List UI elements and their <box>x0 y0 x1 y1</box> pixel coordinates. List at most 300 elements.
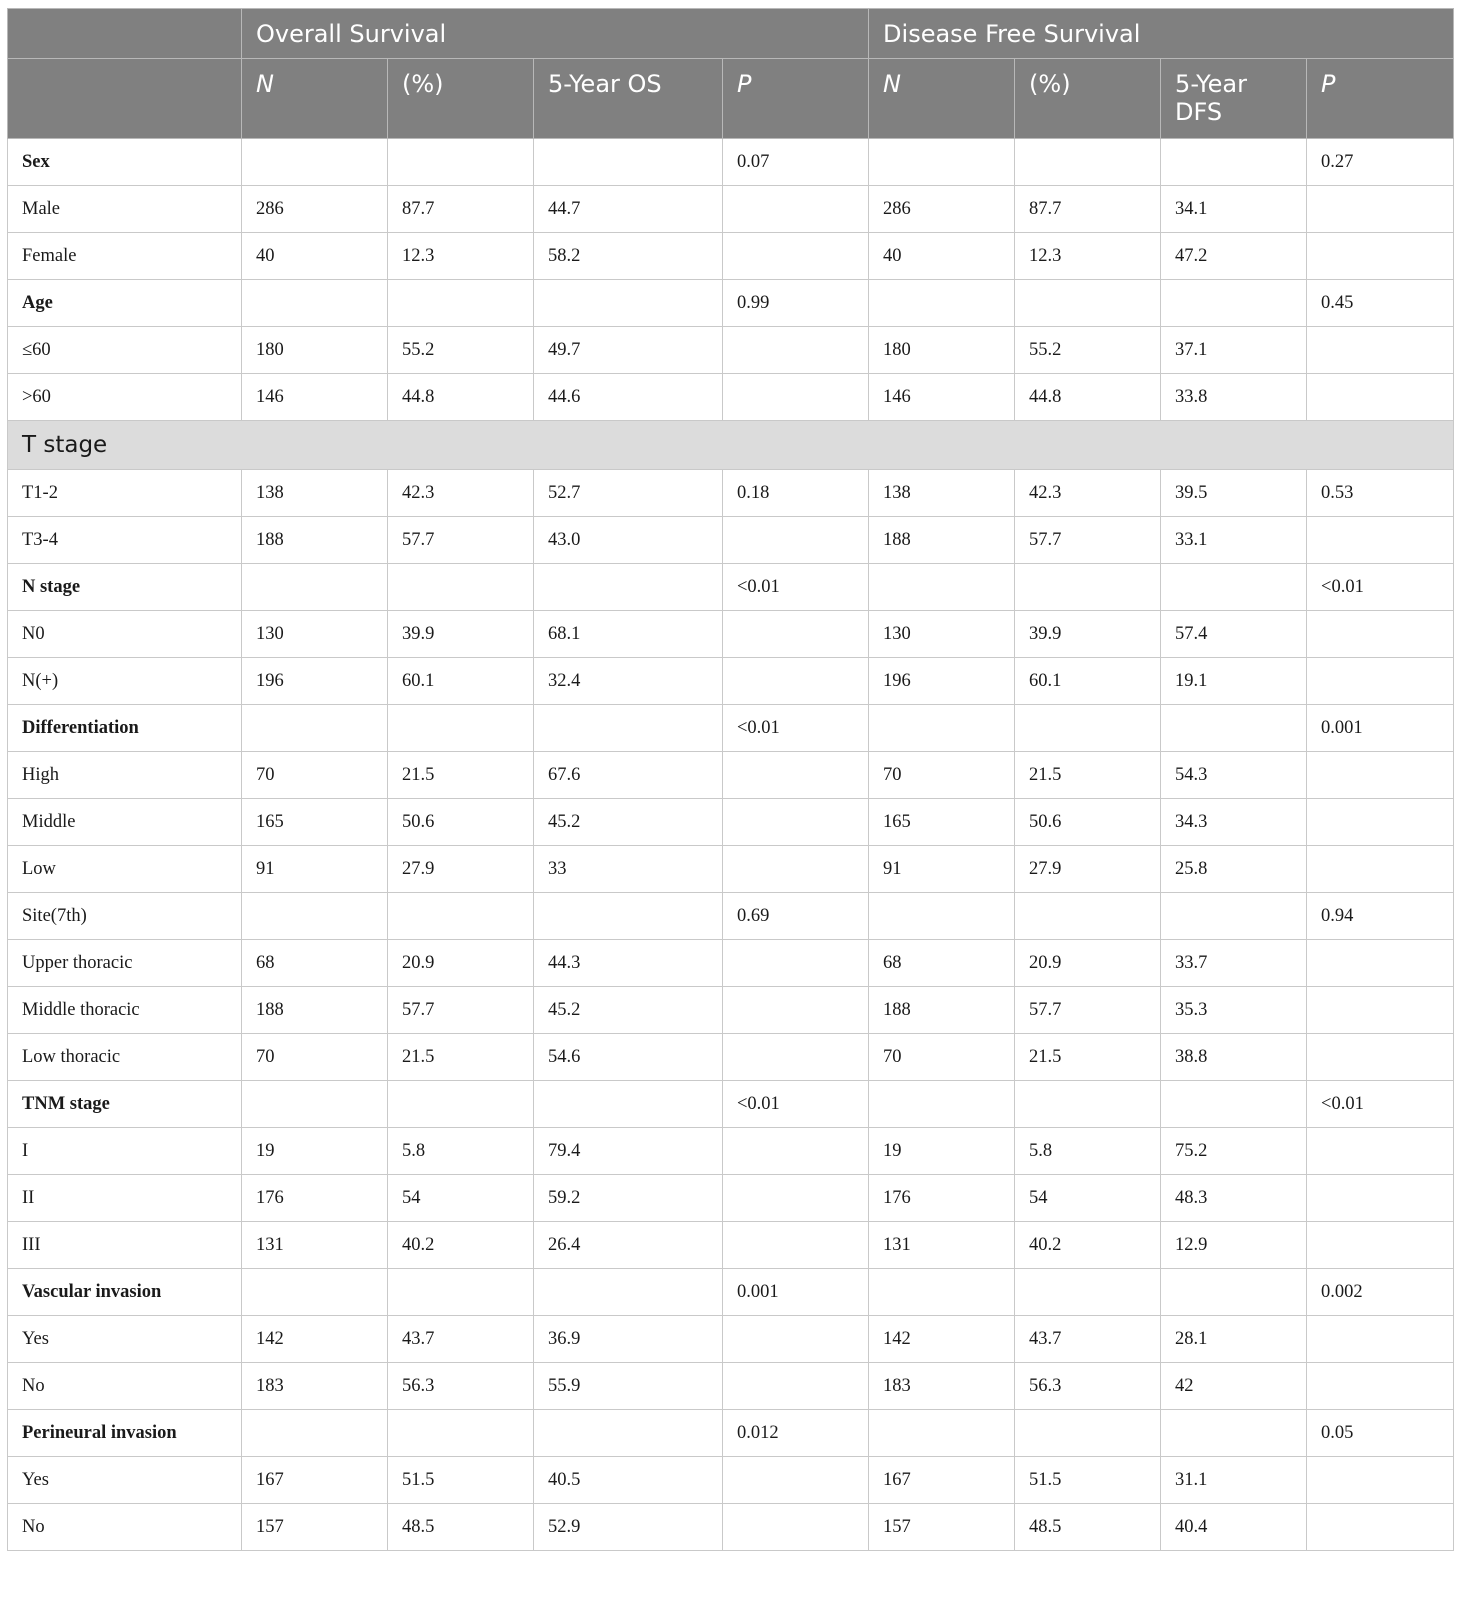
cell-dfs-n: 157 <box>869 1504 1015 1551</box>
cell-dfs-percent: 55.2 <box>1015 327 1161 374</box>
cell-dfs-n: 70 <box>869 752 1015 799</box>
cell-dfs-5year: 34.1 <box>1161 186 1307 233</box>
cell-os-n: 138 <box>242 470 388 517</box>
cell-dfs-p <box>1307 987 1454 1034</box>
cell-os-5year: 33 <box>534 846 723 893</box>
cell-os-p <box>723 1175 869 1222</box>
cell-os-n <box>242 564 388 611</box>
cell-os-p <box>723 752 869 799</box>
cell-os-p <box>723 327 869 374</box>
cell-dfs-p: 0.001 <box>1307 705 1454 752</box>
row-label: Site(7th) <box>8 893 242 940</box>
cell-dfs-n: 180 <box>869 327 1015 374</box>
table-group-row <box>8 1410 1454 1457</box>
cell-os-5year: 79.4 <box>534 1128 723 1175</box>
survival-table <box>7 8 1454 1551</box>
cell-os-percent: 42.3 <box>388 470 534 517</box>
cell-dfs-5year: 40.4 <box>1161 1504 1307 1551</box>
cell-os-p <box>723 658 869 705</box>
cell-dfs-p <box>1307 940 1454 987</box>
table-row <box>8 470 1454 517</box>
cell-dfs-n: 196 <box>869 658 1015 705</box>
cell-os-p: <0.01 <box>723 705 869 752</box>
cell-os-p: <0.01 <box>723 564 869 611</box>
cell-os-n: 142 <box>242 1316 388 1363</box>
cell-dfs-n <box>869 1269 1015 1316</box>
cell-dfs-5year: 38.8 <box>1161 1034 1307 1081</box>
row-label: Female <box>8 233 242 280</box>
cell-os-p <box>723 1363 869 1410</box>
cell-dfs-5year <box>1161 1269 1307 1316</box>
cell-dfs-p <box>1307 327 1454 374</box>
cell-os-n <box>242 280 388 327</box>
table-row <box>8 517 1454 564</box>
cell-dfs-percent: 12.3 <box>1015 233 1161 280</box>
cell-dfs-percent: 44.8 <box>1015 374 1161 421</box>
row-label: Sex <box>8 139 242 186</box>
cell-dfs-percent: 48.5 <box>1015 1504 1161 1551</box>
cell-dfs-percent <box>1015 1410 1161 1457</box>
cell-dfs-n: 19 <box>869 1128 1015 1175</box>
cell-dfs-5year: 33.1 <box>1161 517 1307 564</box>
cell-os-p: <0.01 <box>723 1081 869 1128</box>
cell-dfs-percent: 50.6 <box>1015 799 1161 846</box>
cell-os-n <box>242 1410 388 1457</box>
row-label: Differentiation <box>8 705 242 752</box>
cell-os-5year: 59.2 <box>534 1175 723 1222</box>
cell-dfs-5year <box>1161 705 1307 752</box>
cell-dfs-5year: 28.1 <box>1161 1316 1307 1363</box>
table-group-row <box>8 1081 1454 1128</box>
cell-dfs-5year: 42 <box>1161 1363 1307 1410</box>
cell-dfs-n: 167 <box>869 1457 1015 1504</box>
row-label: Male <box>8 186 242 233</box>
cell-dfs-5year: 47.2 <box>1161 233 1307 280</box>
cell-os-n: 19 <box>242 1128 388 1175</box>
cell-dfs-percent <box>1015 1269 1161 1316</box>
table-row <box>8 186 1454 233</box>
cell-os-p <box>723 1504 869 1551</box>
cell-os-n: 196 <box>242 658 388 705</box>
cell-dfs-n <box>869 893 1015 940</box>
header-dfs-p: P <box>1307 59 1454 139</box>
header-corner-cell-sub <box>8 59 242 139</box>
cell-os-percent: 51.5 <box>388 1457 534 1504</box>
table-row <box>8 658 1454 705</box>
cell-dfs-n: 183 <box>869 1363 1015 1410</box>
row-label: N(+) <box>8 658 242 705</box>
cell-dfs-p <box>1307 1175 1454 1222</box>
cell-os-percent: 57.7 <box>388 517 534 564</box>
cell-dfs-p <box>1307 1128 1454 1175</box>
cell-os-n <box>242 1269 388 1316</box>
cell-os-p: 0.69 <box>723 893 869 940</box>
cell-dfs-5year: 39.5 <box>1161 470 1307 517</box>
cell-dfs-n: 176 <box>869 1175 1015 1222</box>
header-disease-free-survival: Disease Free Survival <box>869 9 1454 59</box>
cell-os-5year <box>534 893 723 940</box>
cell-dfs-n <box>869 1410 1015 1457</box>
cell-dfs-p: 0.45 <box>1307 280 1454 327</box>
cell-os-p <box>723 611 869 658</box>
cell-dfs-n <box>869 705 1015 752</box>
cell-os-5year <box>534 705 723 752</box>
cell-os-percent <box>388 1269 534 1316</box>
cell-os-p: 0.18 <box>723 470 869 517</box>
cell-dfs-p <box>1307 517 1454 564</box>
row-label: III <box>8 1222 242 1269</box>
header-column-row <box>8 59 1454 139</box>
cell-os-percent <box>388 1081 534 1128</box>
cell-dfs-n <box>869 1081 1015 1128</box>
cell-os-5year: 36.9 <box>534 1316 723 1363</box>
header-os-5year: 5-Year OS <box>534 59 723 139</box>
cell-dfs-5year: 37.1 <box>1161 327 1307 374</box>
cell-dfs-percent: 40.2 <box>1015 1222 1161 1269</box>
cell-os-percent: 55.2 <box>388 327 534 374</box>
cell-os-n: 188 <box>242 517 388 564</box>
cell-os-5year <box>534 1081 723 1128</box>
header-dfs-percent: (%) <box>1015 59 1161 139</box>
cell-dfs-5year: 31.1 <box>1161 1457 1307 1504</box>
cell-os-5year: 26.4 <box>534 1222 723 1269</box>
cell-dfs-percent <box>1015 705 1161 752</box>
cell-dfs-n: 130 <box>869 611 1015 658</box>
cell-os-5year <box>534 1410 723 1457</box>
header-group-row <box>8 9 1454 59</box>
cell-os-5year: 32.4 <box>534 658 723 705</box>
table-row <box>8 893 1454 940</box>
cell-dfs-n: 70 <box>869 1034 1015 1081</box>
cell-dfs-p <box>1307 658 1454 705</box>
row-label: Low thoracic <box>8 1034 242 1081</box>
table-row <box>8 1034 1454 1081</box>
row-label: N stage <box>8 564 242 611</box>
cell-os-percent <box>388 1410 534 1457</box>
header-overall-survival: Overall Survival <box>242 9 869 59</box>
table-row <box>8 1316 1454 1363</box>
cell-dfs-5year <box>1161 1081 1307 1128</box>
cell-dfs-5year: 54.3 <box>1161 752 1307 799</box>
header-corner-cell <box>8 9 242 59</box>
cell-os-n: 167 <box>242 1457 388 1504</box>
cell-os-percent: 27.9 <box>388 846 534 893</box>
cell-os-percent: 5.8 <box>388 1128 534 1175</box>
cell-dfs-percent: 20.9 <box>1015 940 1161 987</box>
cell-dfs-p <box>1307 1363 1454 1410</box>
table-row <box>8 374 1454 421</box>
cell-dfs-n: 40 <box>869 233 1015 280</box>
cell-os-n: 40 <box>242 233 388 280</box>
cell-dfs-p: <0.01 <box>1307 1081 1454 1128</box>
cell-os-n: 180 <box>242 327 388 374</box>
cell-dfs-5year: 25.8 <box>1161 846 1307 893</box>
cell-os-5year: 49.7 <box>534 327 723 374</box>
cell-os-p: 0.99 <box>723 280 869 327</box>
cell-dfs-percent <box>1015 1081 1161 1128</box>
cell-dfs-p <box>1307 186 1454 233</box>
table-group-row <box>8 705 1454 752</box>
cell-os-5year: 40.5 <box>534 1457 723 1504</box>
table-row <box>8 940 1454 987</box>
cell-os-percent: 54 <box>388 1175 534 1222</box>
cell-dfs-5year: 57.4 <box>1161 611 1307 658</box>
table-row <box>8 233 1454 280</box>
cell-dfs-5year: 19.1 <box>1161 658 1307 705</box>
cell-os-p <box>723 233 869 280</box>
cell-dfs-n: 68 <box>869 940 1015 987</box>
cell-os-percent: 44.8 <box>388 374 534 421</box>
table-row <box>8 611 1454 658</box>
cell-os-percent: 57.7 <box>388 987 534 1034</box>
cell-os-p: 0.07 <box>723 139 869 186</box>
row-label: Yes <box>8 1316 242 1363</box>
cell-dfs-5year <box>1161 139 1307 186</box>
cell-os-p <box>723 1128 869 1175</box>
cell-dfs-p <box>1307 1457 1454 1504</box>
cell-dfs-n: 91 <box>869 846 1015 893</box>
cell-dfs-percent: 27.9 <box>1015 846 1161 893</box>
cell-os-n: 165 <box>242 799 388 846</box>
cell-dfs-p <box>1307 752 1454 799</box>
row-label: II <box>8 1175 242 1222</box>
header-dfs-n: N <box>869 59 1015 139</box>
row-label: TNM stage <box>8 1081 242 1128</box>
cell-os-5year <box>534 1269 723 1316</box>
cell-os-5year: 45.2 <box>534 799 723 846</box>
cell-dfs-percent <box>1015 139 1161 186</box>
cell-os-n: 157 <box>242 1504 388 1551</box>
cell-os-percent <box>388 564 534 611</box>
cell-dfs-5year: 75.2 <box>1161 1128 1307 1175</box>
survival-table-container <box>7 8 1453 1551</box>
row-label: ≤60 <box>8 327 242 374</box>
cell-dfs-5year <box>1161 893 1307 940</box>
cell-dfs-n: 138 <box>869 470 1015 517</box>
cell-dfs-5year: 34.3 <box>1161 799 1307 846</box>
cell-dfs-p: 0.05 <box>1307 1410 1454 1457</box>
cell-dfs-percent: 51.5 <box>1015 1457 1161 1504</box>
cell-os-percent: 21.5 <box>388 752 534 799</box>
cell-os-n: 146 <box>242 374 388 421</box>
row-label: Perineural invasion <box>8 1410 242 1457</box>
table-row <box>8 799 1454 846</box>
row-label: I <box>8 1128 242 1175</box>
cell-os-n: 130 <box>242 611 388 658</box>
cell-dfs-p: <0.01 <box>1307 564 1454 611</box>
table-row <box>8 987 1454 1034</box>
row-label: No <box>8 1504 242 1551</box>
cell-os-p <box>723 940 869 987</box>
table-row <box>8 1175 1454 1222</box>
table-row <box>8 327 1454 374</box>
cell-dfs-5year: 12.9 <box>1161 1222 1307 1269</box>
table-group-row <box>8 564 1454 611</box>
cell-os-n <box>242 139 388 186</box>
cell-os-p <box>723 186 869 233</box>
cell-dfs-n: 188 <box>869 987 1015 1034</box>
table-group-row <box>8 280 1454 327</box>
cell-dfs-percent: 21.5 <box>1015 1034 1161 1081</box>
cell-dfs-5year: 33.8 <box>1161 374 1307 421</box>
table-header <box>8 9 1454 139</box>
cell-os-percent <box>388 139 534 186</box>
cell-dfs-p <box>1307 611 1454 658</box>
cell-os-p <box>723 374 869 421</box>
cell-os-p <box>723 1222 869 1269</box>
cell-dfs-p: 0.27 <box>1307 139 1454 186</box>
cell-os-p <box>723 1034 869 1081</box>
table-group-row <box>8 139 1454 186</box>
cell-dfs-p <box>1307 1222 1454 1269</box>
header-os-percent: (%) <box>388 59 534 139</box>
row-label: No <box>8 1363 242 1410</box>
cell-os-5year: 44.3 <box>534 940 723 987</box>
cell-os-n: 131 <box>242 1222 388 1269</box>
cell-dfs-n: 286 <box>869 186 1015 233</box>
cell-dfs-n: 165 <box>869 799 1015 846</box>
table-row <box>8 752 1454 799</box>
cell-os-n: 70 <box>242 752 388 799</box>
cell-dfs-percent: 56.3 <box>1015 1363 1161 1410</box>
row-label: >60 <box>8 374 242 421</box>
cell-os-5year: 44.6 <box>534 374 723 421</box>
cell-os-p <box>723 987 869 1034</box>
cell-os-percent: 48.5 <box>388 1504 534 1551</box>
cell-os-n <box>242 1081 388 1128</box>
cell-dfs-p <box>1307 799 1454 846</box>
cell-dfs-percent: 57.7 <box>1015 987 1161 1034</box>
cell-os-n: 188 <box>242 987 388 1034</box>
section-banner-label: T stage <box>8 421 1454 470</box>
cell-os-percent: 12.3 <box>388 233 534 280</box>
cell-os-percent: 60.1 <box>388 658 534 705</box>
cell-os-n: 70 <box>242 1034 388 1081</box>
cell-os-5year <box>534 564 723 611</box>
cell-dfs-n: 188 <box>869 517 1015 564</box>
row-label: T3-4 <box>8 517 242 564</box>
cell-os-percent: 39.9 <box>388 611 534 658</box>
cell-dfs-n <box>869 564 1015 611</box>
cell-os-n <box>242 893 388 940</box>
cell-dfs-n: 146 <box>869 374 1015 421</box>
cell-dfs-percent: 5.8 <box>1015 1128 1161 1175</box>
row-label: N0 <box>8 611 242 658</box>
cell-os-percent: 56.3 <box>388 1363 534 1410</box>
cell-dfs-p <box>1307 374 1454 421</box>
cell-os-5year: 52.7 <box>534 470 723 517</box>
cell-os-p: 0.012 <box>723 1410 869 1457</box>
table-group-row <box>8 1269 1454 1316</box>
header-os-p: P <box>723 59 869 139</box>
cell-os-n: 176 <box>242 1175 388 1222</box>
row-label: Vascular invasion <box>8 1269 242 1316</box>
cell-os-5year: 43.0 <box>534 517 723 564</box>
cell-dfs-p <box>1307 1504 1454 1551</box>
table-row <box>8 1457 1454 1504</box>
cell-os-5year <box>534 280 723 327</box>
cell-dfs-percent <box>1015 280 1161 327</box>
cell-dfs-p <box>1307 1034 1454 1081</box>
cell-dfs-5year: 35.3 <box>1161 987 1307 1034</box>
cell-os-5year: 58.2 <box>534 233 723 280</box>
cell-dfs-5year <box>1161 564 1307 611</box>
cell-os-percent: 87.7 <box>388 186 534 233</box>
cell-dfs-percent: 42.3 <box>1015 470 1161 517</box>
row-label: Low <box>8 846 242 893</box>
cell-dfs-p <box>1307 233 1454 280</box>
cell-os-5year: 54.6 <box>534 1034 723 1081</box>
cell-dfs-percent <box>1015 893 1161 940</box>
cell-os-5year: 45.2 <box>534 987 723 1034</box>
cell-dfs-n <box>869 280 1015 327</box>
cell-os-percent <box>388 893 534 940</box>
table-row <box>8 1363 1454 1410</box>
table-row <box>8 1504 1454 1551</box>
cell-os-percent: 50.6 <box>388 799 534 846</box>
cell-dfs-5year: 48.3 <box>1161 1175 1307 1222</box>
section-banner-row <box>8 421 1454 470</box>
cell-os-percent: 43.7 <box>388 1316 534 1363</box>
cell-os-percent: 21.5 <box>388 1034 534 1081</box>
cell-os-p <box>723 799 869 846</box>
cell-dfs-n <box>869 139 1015 186</box>
cell-os-n: 286 <box>242 186 388 233</box>
cell-os-n: 91 <box>242 846 388 893</box>
cell-os-p <box>723 517 869 564</box>
cell-dfs-p: 0.002 <box>1307 1269 1454 1316</box>
cell-dfs-percent: 21.5 <box>1015 752 1161 799</box>
table-row <box>8 1222 1454 1269</box>
row-label: Middle <box>8 799 242 846</box>
row-label: Middle thoracic <box>8 987 242 1034</box>
cell-dfs-percent: 87.7 <box>1015 186 1161 233</box>
cell-dfs-5year <box>1161 1410 1307 1457</box>
cell-os-p <box>723 1316 869 1363</box>
table-row <box>8 1128 1454 1175</box>
row-label: High <box>8 752 242 799</box>
cell-dfs-n: 131 <box>869 1222 1015 1269</box>
cell-os-5year: 68.1 <box>534 611 723 658</box>
cell-dfs-percent: 57.7 <box>1015 517 1161 564</box>
header-dfs-5year: 5-Year DFS <box>1161 59 1307 139</box>
cell-os-5year <box>534 139 723 186</box>
table-body <box>8 139 1454 1551</box>
cell-os-n: 183 <box>242 1363 388 1410</box>
cell-os-percent: 20.9 <box>388 940 534 987</box>
cell-dfs-p <box>1307 846 1454 893</box>
cell-os-percent: 40.2 <box>388 1222 534 1269</box>
cell-os-percent <box>388 705 534 752</box>
cell-os-5year: 55.9 <box>534 1363 723 1410</box>
row-label: Yes <box>8 1457 242 1504</box>
row-label: Age <box>8 280 242 327</box>
cell-dfs-percent: 43.7 <box>1015 1316 1161 1363</box>
cell-os-p <box>723 1457 869 1504</box>
row-label: T1-2 <box>8 470 242 517</box>
cell-os-p: 0.001 <box>723 1269 869 1316</box>
cell-dfs-p <box>1307 1316 1454 1363</box>
table-row <box>8 846 1454 893</box>
cell-dfs-5year: 33.7 <box>1161 940 1307 987</box>
cell-dfs-p: 0.53 <box>1307 470 1454 517</box>
cell-os-5year: 67.6 <box>534 752 723 799</box>
cell-dfs-n: 142 <box>869 1316 1015 1363</box>
cell-dfs-percent: 39.9 <box>1015 611 1161 658</box>
cell-dfs-5year <box>1161 280 1307 327</box>
cell-os-5year: 52.9 <box>534 1504 723 1551</box>
cell-os-5year: 44.7 <box>534 186 723 233</box>
